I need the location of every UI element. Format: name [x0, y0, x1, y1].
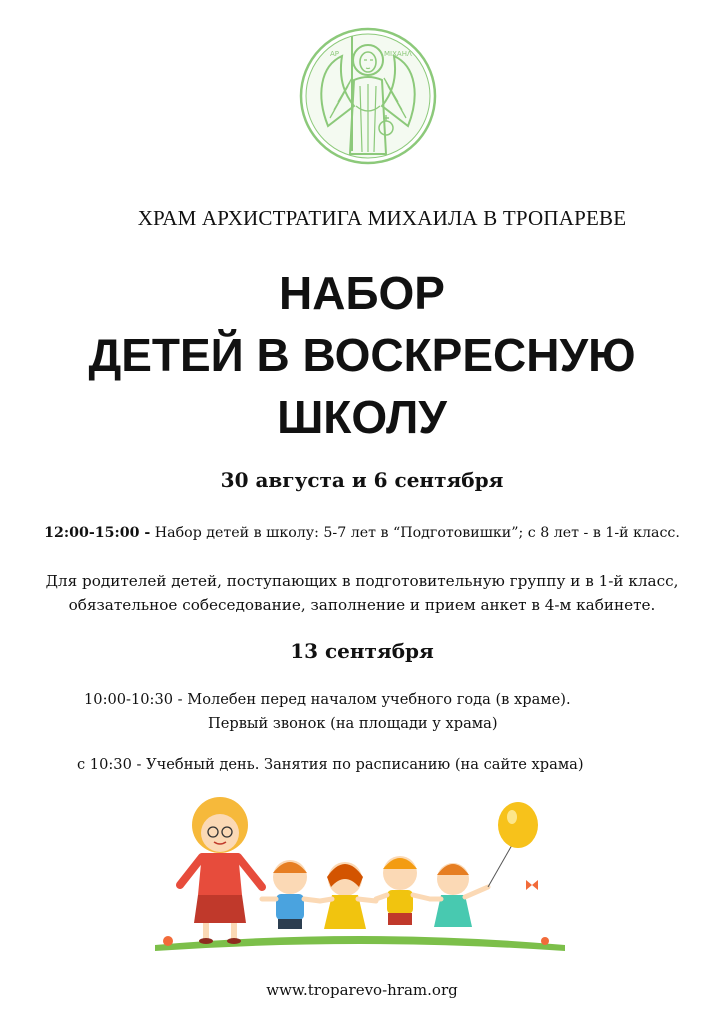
- church-name: ХРАМ АРХИСТРАТИГА МИХАИЛА В ТРОПАРЕВЕ: [137, 206, 627, 230]
- parents-note-line-1: Для родителей детей, поступающих в подготовительную группу и в 1-й класс,: [45, 572, 679, 590]
- teacher-with-children-illustration-icon: [150, 795, 570, 960]
- title-line-1: НАБОР: [279, 267, 445, 319]
- section1-time-line: [0, 525, 724, 541]
- event-classes: с 10:30 - Учебный день. Занятия по расписанию (на сайте храма): [77, 756, 584, 773]
- parents-note: [0, 569, 724, 617]
- website-link[interactable]: www.troparevo-hram.org: [266, 981, 458, 999]
- section1-date: 30 августа и 6 сентября: [220, 468, 504, 492]
- archangel-michael-emblem-icon: [298, 26, 438, 166]
- event-prayer: [84, 688, 624, 736]
- event-prayer-line-2: Первый звонок (на площади у храма): [208, 715, 498, 732]
- section2-date: 13 сентября: [290, 639, 434, 663]
- section1-text: Набор детей в школу: 5-7 лет в “Подготовишки”; с 8 лет - в 1-й класс.: [150, 525, 680, 541]
- parents-note-line-2: обязательное собеседование, заполнение и прием анкет в 4-м кабинете.: [68, 596, 656, 614]
- event-prayer-line-1: 10:00-10:30 - Молебен перед началом учебного года (в храме).: [84, 691, 571, 708]
- emblem-text-right: ΜΙΧΑΗΛ: [384, 50, 412, 58]
- section1-time: 12:00-15:00 -: [44, 525, 151, 541]
- emblem-text-left: ΑΡ: [330, 50, 340, 58]
- title-line-3: ШКОЛУ: [277, 391, 447, 443]
- title-line-2: ДЕТЕЙ В ВОСКРЕСНУЮ: [88, 329, 636, 381]
- page-title: [0, 262, 724, 448]
